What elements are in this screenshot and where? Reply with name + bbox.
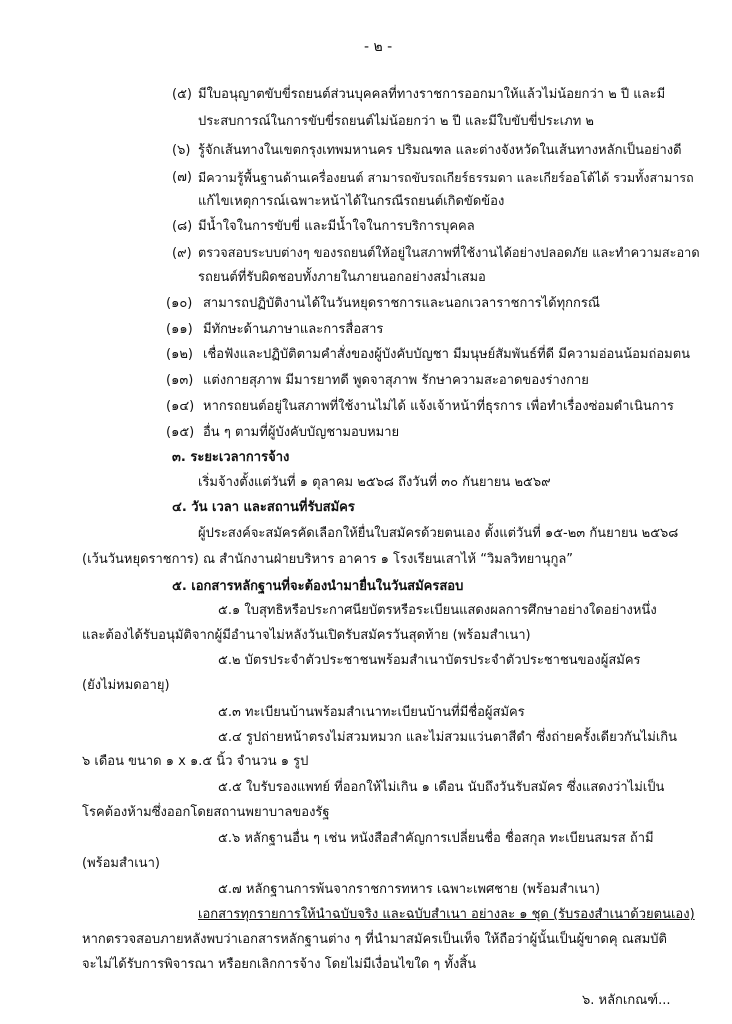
qualification-number: (๕)	[172, 87, 192, 102]
document-item-cont: (พร้อมสำเนา)	[82, 856, 160, 871]
section-text-cont: (เว้นวันหยุดราชการ) ณ สำนักงานฝ่ายบริหาร อาคาร ๑ โรงเรียนเสาไห้ “วิมลวิทยานุกูล”	[82, 552, 574, 567]
document-item: ๕.๖ หลักฐานอื่น ๆ เช่น หนังสือสำคัญการเปลี่ยนชื่อ ชื่อสกุล ทะเบียนสมรส ถ้ามี	[218, 831, 654, 846]
section-heading: ๓. ระยะเวลาการจ้าง	[172, 450, 290, 465]
qualification-number: (๙)	[172, 246, 192, 261]
document-item-cont: และต้องได้รับอนุมัติจากผู้มีอำนาจไม่หลังวันเปิดรับสมัครวันสุดท้าย (พร้อมสำเนา)	[82, 628, 531, 643]
next-page-continuation: ๖. หลักเกณฑ์...	[582, 993, 671, 1008]
document-item-cont: ๖ เดือน ขนาด ๑ x ๑.๕ นิ้ว จำนวน ๑ รูป	[82, 754, 309, 769]
qualification-text: สามารถปฏิบัติงานได้ในวันหยุดราชการและนอกเวลาราชการได้ทุกกรณี	[203, 296, 600, 311]
document-item: ๕.๑ ใบสุทธิหรือประกาศนียบัตรหรือระเบียนแสดงผลการศึกษาอย่างใดอย่างหนึ่ง	[218, 603, 657, 618]
qualification-text-cont: ประสบการณ์ในการขับขี่รถยนต์ไม่น้อยกว่า ๒ ปี และมีใบขับขี่ประเภท ๒	[198, 114, 594, 129]
qualification-text: มีทักษะด้านภาษาและการสื่อสาร	[203, 322, 384, 337]
qualification-text: มีน้ำใจในการขับขี่ และมีน้ำใจในการบริการบุคคล	[198, 219, 475, 234]
page-number: - ๒ -	[364, 39, 393, 55]
document-item: ๕.๕ ใบรับรองแพทย์ ที่ออกให้ไม่เกิน ๑ เดือน นับถึงวันรับสมัคร ซึ่งแสดงว่าไม่เป็น	[218, 780, 665, 795]
section-heading: ๔. วัน เวลา และสถานที่รับสมัคร	[172, 500, 355, 515]
qualification-number: (๑๐)	[166, 296, 193, 311]
qualification-text-cont: แก้ไขเหตุการณ์เฉพาะหน้าได้ในกรณีรถยนต์เกิดขัดข้อง	[198, 194, 505, 209]
section-text: ผู้ประสงค์จะสมัครคัดเลือกให้ยื่นใบสมัครด้วยตนเอง ตั้งแต่วันที่ ๑๕-๒๓ กันยายน ๒๕๖๘	[198, 526, 679, 541]
qualification-text-cont: รถยนต์ที่รับผิดชอบทั้งภายในภายนอกอย่างสม่ำเสมอ	[198, 270, 486, 285]
documents-note-underlined: เอกสารทุกรายการให้นำฉบับจริง และฉบับสำเนา อย่างละ ๑ ชุด (รับรองสำเนาด้วยตนเอง)	[198, 907, 695, 922]
qualification-number: (๖)	[172, 143, 191, 158]
qualification-number: (๑๕)	[166, 425, 195, 440]
qualification-number: (๑๔)	[166, 399, 195, 414]
document-item: ๕.๗ หลักฐานการพ้นจากราชการทหาร เฉพาะเพศชาย (พร้อมสำเนา)	[218, 882, 601, 897]
section-text: เริ่มจ้างตั้งแต่วันที่ ๑ ตุลาคม ๒๕๖๘ ถึงวันที่ ๓๐ กันยายน ๒๕๖๙	[198, 475, 551, 490]
document-item-cont: (ยังไม่หมดอายุ)	[82, 678, 170, 693]
qualification-text: แต่งกายสุภาพ มีมารยาทดี พูดจาสุภาพ รักษาความสะอาดของร่างกาย	[203, 373, 589, 388]
qualification-text: เชื่อฟังและปฏิบัติตามคำสั่งของผู้บังคับบัญชา มีมนุษย์สัมพันธ์ที่ดี มีความอ่อนน้อมถ่อมตน	[203, 347, 691, 362]
qualification-number: (๘)	[172, 219, 193, 234]
qualification-text: ตรวจสอบระบบต่างๆ ของรถยนต์ให้อยู่ในสภาพที่ใช้งานได้อย่างปลอดภัย และทำความสะอาด	[198, 246, 700, 261]
qualification-text: อื่น ๆ ตามที่ผู้บังคับบัญชามอบหมาย	[203, 425, 400, 440]
section-heading: ๕. เอกสารหลักฐานที่จะต้องนำมายื่นในวันสมัครสอบ	[172, 579, 464, 594]
qualification-number: (๑๒)	[166, 347, 193, 362]
qualification-number: (๗)	[172, 170, 192, 185]
qualification-text: มีใบอนุญาตขับขี่รถยนต์ส่วนบุคคลที่ทางราชการออกมาให้แล้วไม่น้อยกว่า ๒ ปี และมี	[198, 87, 666, 102]
documents-note: หากตรวจสอบภายหลังพบว่าเอกสารหลักฐานต่าง ๆ ที่นำมาสมัครเป็นเท็จ ให้ถือว่าผู้นั้นเป็นผู้ขาดคุ ณสมบัติ	[82, 932, 667, 947]
document-item: ๕.๒ บัตรประจำตัวประชาชนพร้อมสำเนาบัตรประจำตัวประชาชนของผู้สมัคร	[218, 653, 641, 668]
qualification-text: หากรถยนต์อยู่ในสภาพที่ใช้งานไม่ได้ แจ้งเจ้าหน้าที่ธุรการ เพื่อทำเรื่องซ่อมดำเนินการ	[203, 399, 674, 414]
document-item: ๕.๔ รูปถ่ายหน้าตรงไม่สวมหมวก และไม่สวมแว่นตาสีดำ ซึ่งถ่ายครั้งเดียวกันไม่เกิน	[218, 730, 678, 745]
qualification-text: รู้จักเส้นทางในเขตกรุงเทพมหานคร ปริมณฑล และต่างจังหวัดในเส้นทางหลักเป็นอย่างดี	[198, 143, 682, 158]
document-item-cont: โรคต้องห้ามซึ่งออกโดยสถานพยาบาลของรัฐ	[82, 805, 330, 820]
documents-note-cont: จะไม่ได้รับการพิจารณา หรือยกเลิกการจ้าง โดยไม่มีเงื่อนไขใด ๆ ทั้งสิ้น	[82, 957, 477, 972]
qualification-number: (๑๓)	[166, 373, 194, 388]
document-item: ๕.๓ ทะเบียนบ้านพร้อมสำเนาทะเบียนบ้านที่มีชื่อผู้สมัคร	[218, 705, 525, 720]
qualification-text: มีความรู้พื้นฐานด้านเครื่องยนต์ สามารถขับรถเกียร์ธรรมดา และเกียร์ออโต้ได้ รวมทั้งสามารถ	[198, 170, 694, 185]
qualification-number: (๑๑)	[166, 322, 193, 337]
